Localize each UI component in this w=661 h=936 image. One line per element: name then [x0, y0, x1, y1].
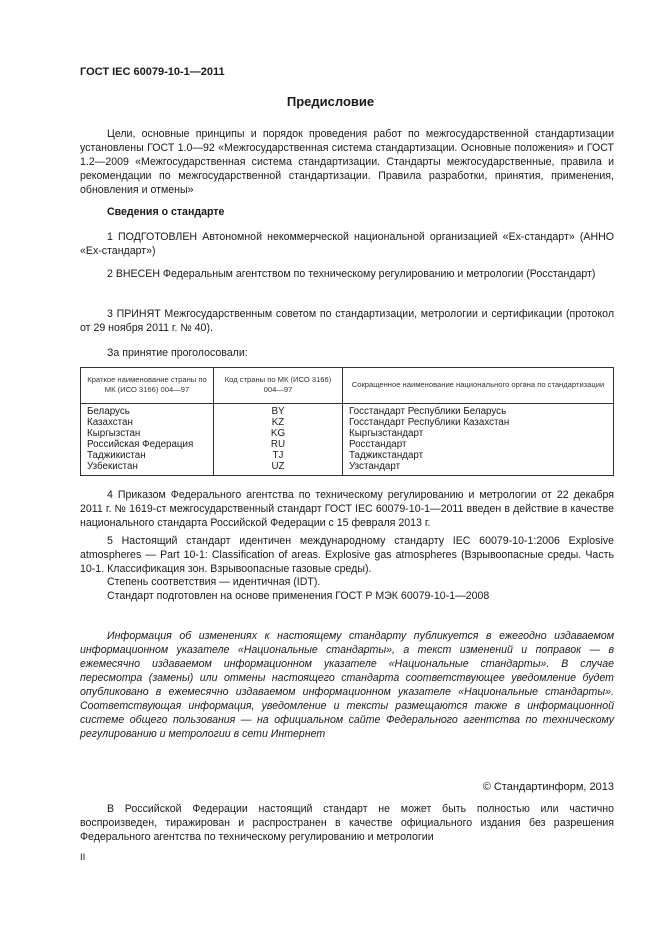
- paragraph-identical: 5 Настоящий стандарт идентичен международному стандарту IEC 60079-10-1:2006 Explosive atmospheres — Part 10-1: Classification of areas. Explosive gas atmospheres (Взрывоопасные среды. Часть 10-1. Классификация зон. Взрывоопасные газовые среды).: [80, 535, 614, 575]
- intro-paragraph: Цели, основные принципы и порядок проведения работ по межгосударственной стандартизации установлены ГОСТ 1.0—92 «Межгосударственная система стандартизации. Основные положения» и ГОСТ 1.2—2009 «Межгосударственная система стандартизации. Стандарты межгосударственные, правила и рекомендации по межгосударственной стандартизации. Правила разработки, принятия, применения, обновления и отмены»: [80, 128, 614, 196]
- code-cell: KG: [214, 428, 343, 439]
- copyright-notice: © Стандартинформ, 2013: [482, 781, 614, 793]
- paragraph-prepared: 1 ПОДГОТОВЛЕН Автономной некоммерческой национальной организацией «Ех-стандарт» (АННО «Ех-стандарт»): [80, 231, 614, 257]
- country-cell: Таджикистан: [81, 450, 214, 461]
- paragraph-adopted: 3 ПРИНЯТ Межгосударственным советом по стандартизации, метрологии и сертификации (протокол от 29 ноября 2011 г. № 40).: [80, 308, 614, 334]
- table-row: [81, 406, 614, 417]
- org-cell: Кыргызстандарт: [343, 428, 614, 439]
- table-row: [81, 428, 614, 439]
- document-id-header: ГОСТ IEC 60079-10-1—2011: [80, 66, 225, 78]
- header-org: Сокращенное наименование национального органа по стандартизации: [343, 368, 614, 404]
- country-cell: Российская Федерация: [81, 439, 214, 450]
- paragraph-introduced: 2 ВНЕСЕН Федеральным агентством по техническому регулированию и метрологии (Росстандарт): [107, 268, 596, 280]
- country-cell: Кыргызстан: [81, 428, 214, 439]
- code-cell: KZ: [214, 417, 343, 428]
- code-cell: RU: [214, 439, 343, 450]
- country-cell: Беларусь: [81, 406, 214, 417]
- paragraph-order: 4 Приказом Федерального агентства по техническому регулированию и метрологии от 22 декабря 2011 г. № 1619-ст межгосударственный стандарт ГОСТ IEC 60079-10-1—2011 введен в действие в качестве национального стандарта Российской Федерации с 15 февраля 2013 г.: [80, 489, 614, 529]
- voting-table-header-row: [81, 368, 614, 404]
- degree-of-conformity: Степень соответствия — идентичная (IDT).: [107, 576, 321, 588]
- about-standard-heading: Сведения о стандарте: [107, 206, 225, 218]
- header-code: Код страны по МК (ИСО 3166) 004—97: [214, 368, 343, 404]
- legal-notice: В Российской Федерации настоящий стандарт не может быть полностью или частично воспроизведен, тиражирован и распространен в качестве официального издания без разрешения Федерального агентства по техническому регулированию и метрологии: [80, 803, 614, 843]
- org-cell: Узстандарт: [343, 461, 614, 476]
- code-cell: UZ: [214, 461, 343, 476]
- info-notice: Информация об изменениях к настоящему стандарту публикуется в ежегодно издаваемом информационном указателе «Национальные стандарты», а текст изменений и поправок — в ежемесячно издаваемом информационном указателе «Национальные стандарты». В случае пересмотра (замены) или отмены настоящего стандарта соответствующее уведомление будет опубликовано в ежемесячно издаваемом информационном указателе «Национальные стандарты». Соответствующая информация, уведомление и тексты размещаются также в информационной системе общего пользования — на официальном сайте Федерального агентства по техническому регулированию и метрологии в сети Интернет: [80, 630, 614, 740]
- org-cell: Росстандарт: [343, 439, 614, 450]
- code-cell: TJ: [214, 450, 343, 461]
- voting-table: [80, 367, 614, 476]
- org-cell: Госстандарт Республики Беларусь: [343, 406, 614, 417]
- basis-statement: Стандарт подготовлен на основе применения ГОСТ Р МЭК 60079-10-1—2008: [107, 590, 490, 602]
- page-title: Предисловие: [286, 94, 375, 109]
- voted-label: За принятие проголосовали:: [107, 347, 248, 359]
- country-cell: Казахстан: [81, 417, 214, 428]
- table-row: [81, 450, 614, 461]
- org-cell: Таджикстандарт: [343, 450, 614, 461]
- table-row: [81, 461, 614, 476]
- page-number: II: [80, 852, 86, 863]
- code-cell: BY: [214, 406, 343, 417]
- header-country: Краткое наименование страны по МК (ИСО 3166) 004—97: [81, 368, 214, 404]
- country-cell: Узбекистан: [81, 461, 214, 476]
- table-row: [81, 417, 614, 428]
- table-row: [81, 439, 614, 450]
- org-cell: Госстандарт Республики Казахстан: [343, 417, 614, 428]
